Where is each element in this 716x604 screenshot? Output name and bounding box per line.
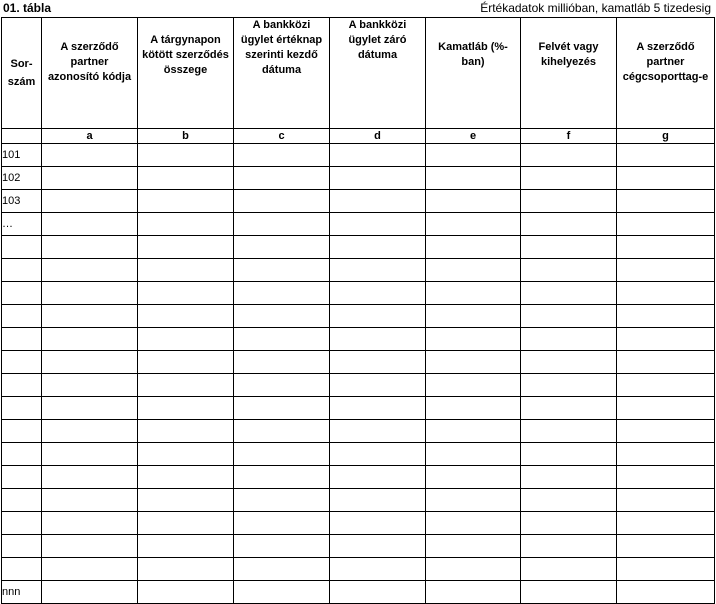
table-cell-d[interactable] [330, 558, 426, 581]
table-cell-d[interactable] [330, 420, 426, 443]
table-cell-b[interactable] [138, 144, 234, 167]
table-cell-f[interactable] [521, 420, 617, 443]
table-cell-f[interactable] [521, 190, 617, 213]
column-header-label: A tárgynapon kötött szerződés összege [142, 34, 229, 76]
column-header-label: Kamatláb (%-ban) [438, 41, 508, 68]
table-cell-e[interactable] [426, 374, 521, 397]
table-cell-a[interactable] [42, 558, 138, 581]
table-cell-c[interactable] [234, 236, 330, 259]
table-cell-d[interactable] [330, 374, 426, 397]
row-number [2, 420, 42, 443]
table-cell-e[interactable] [426, 190, 521, 213]
table-cell-a[interactable] [42, 374, 138, 397]
table-cell-a[interactable] [42, 535, 138, 558]
table-cell-d[interactable] [330, 282, 426, 305]
table-cell-d[interactable] [330, 397, 426, 420]
column-header-label: A bankközi ügylet záró dátuma [348, 19, 407, 61]
table-cell-c[interactable] [234, 351, 330, 374]
row-number [2, 236, 42, 259]
table-cell-e[interactable] [426, 558, 521, 581]
column-letter: g [617, 129, 715, 144]
table-cell-b[interactable] [138, 397, 234, 420]
table-cell-g[interactable] [617, 558, 715, 581]
column-letter: a [42, 129, 138, 144]
row-number: … [2, 213, 42, 236]
table-cell-c[interactable] [234, 167, 330, 190]
table-cell-a[interactable] [42, 443, 138, 466]
table-cell-f[interactable] [521, 512, 617, 535]
table-cell-g[interactable] [617, 144, 715, 167]
table-row [2, 443, 715, 466]
column-letter-row [2, 129, 715, 144]
table-cell-e[interactable] [426, 443, 521, 466]
column-header-a [42, 18, 138, 129]
table-cell-a[interactable] [42, 144, 138, 167]
table-cell-e[interactable] [426, 466, 521, 489]
table-row [2, 167, 715, 190]
table-cell-f[interactable] [521, 443, 617, 466]
column-header-c [234, 18, 330, 129]
table-cell-f[interactable] [521, 328, 617, 351]
table-row [2, 581, 715, 604]
table-cell-e[interactable] [426, 397, 521, 420]
table-cell-c[interactable] [234, 466, 330, 489]
table-row [2, 190, 715, 213]
row-number: 101 [2, 144, 42, 167]
table-cell-b[interactable] [138, 443, 234, 466]
table-cell-f[interactable] [521, 167, 617, 190]
table-cell-b[interactable] [138, 213, 234, 236]
table-cell-a[interactable] [42, 489, 138, 512]
table-cell-c[interactable] [234, 397, 330, 420]
table-cell-d[interactable] [330, 512, 426, 535]
column-letter: f [521, 129, 617, 144]
table-cell-d[interactable] [330, 190, 426, 213]
table-cell-g[interactable] [617, 466, 715, 489]
table-cell-c[interactable] [234, 420, 330, 443]
table-cell-b[interactable] [138, 466, 234, 489]
table-row [2, 374, 715, 397]
table-row [2, 328, 715, 351]
table-cell-c[interactable] [234, 443, 330, 466]
table-cell-a[interactable] [42, 213, 138, 236]
column-header-label: Sor- szám [7, 58, 36, 88]
table-row [2, 420, 715, 443]
table-cell-g[interactable] [617, 328, 715, 351]
column-header-row [2, 18, 715, 129]
table-cell-a[interactable] [42, 282, 138, 305]
column-letter [2, 129, 42, 144]
table-cell-d[interactable] [330, 581, 426, 604]
table-cell-b[interactable] [138, 328, 234, 351]
table-cell-g[interactable] [617, 535, 715, 558]
table-cell-g[interactable] [617, 236, 715, 259]
table-cell-f[interactable] [521, 282, 617, 305]
table-cell-g[interactable] [617, 374, 715, 397]
table-cell-e[interactable] [426, 581, 521, 604]
row-number [2, 466, 42, 489]
row-number [2, 535, 42, 558]
table-cell-a[interactable] [42, 512, 138, 535]
units-note: Értékadatok millióban, kamatláb 5 tizedesig [480, 1, 711, 15]
table-cell-c[interactable] [234, 282, 330, 305]
row-number [2, 558, 42, 581]
table-cell-g[interactable] [617, 190, 715, 213]
table-cell-e[interactable] [426, 535, 521, 558]
table-row [2, 351, 715, 374]
column-header-b [138, 18, 234, 129]
table-row [2, 282, 715, 305]
table-cell-g[interactable] [617, 512, 715, 535]
table-cell-d[interactable] [330, 236, 426, 259]
table-cell-f[interactable] [521, 466, 617, 489]
table-cell-a[interactable] [42, 167, 138, 190]
table-cell-a[interactable] [42, 351, 138, 374]
table-row [2, 558, 715, 581]
row-number [2, 351, 42, 374]
table-cell-c[interactable] [234, 144, 330, 167]
row-number: 103 [2, 190, 42, 213]
column-letter: c [234, 129, 330, 144]
table-cell-b[interactable] [138, 351, 234, 374]
table-row [2, 512, 715, 535]
table-cell-d[interactable] [330, 351, 426, 374]
table-row [2, 259, 715, 282]
table-cell-f[interactable] [521, 144, 617, 167]
row-number [2, 397, 42, 420]
table-cell-d[interactable] [330, 213, 426, 236]
row-number [2, 259, 42, 282]
table-cell-b[interactable] [138, 236, 234, 259]
table-cell-d[interactable] [330, 259, 426, 282]
table-cell-e[interactable] [426, 213, 521, 236]
table-cell-a[interactable] [42, 397, 138, 420]
table-body [2, 144, 715, 604]
column-header-g [617, 18, 715, 129]
table-cell-e[interactable] [426, 144, 521, 167]
table-cell-d[interactable] [330, 305, 426, 328]
table-cell-a[interactable] [42, 259, 138, 282]
table-header-bar [0, 0, 716, 17]
table-cell-f[interactable] [521, 581, 617, 604]
table-cell-b[interactable] [138, 167, 234, 190]
table-row [2, 305, 715, 328]
table-cell-g[interactable] [617, 259, 715, 282]
table-cell-c[interactable] [234, 213, 330, 236]
table-cell-g[interactable] [617, 167, 715, 190]
table-cell-d[interactable] [330, 443, 426, 466]
table-cell-g[interactable] [617, 282, 715, 305]
table-cell-c[interactable] [234, 374, 330, 397]
table-cell-b[interactable] [138, 374, 234, 397]
table-cell-f[interactable] [521, 374, 617, 397]
table-row [2, 397, 715, 420]
table-cell-b[interactable] [138, 512, 234, 535]
row-number [2, 328, 42, 351]
table-cell-c[interactable] [234, 581, 330, 604]
table-cell-f[interactable] [521, 558, 617, 581]
table-cell-g[interactable] [617, 351, 715, 374]
table-cell-e[interactable] [426, 512, 521, 535]
table-cell-a[interactable] [42, 466, 138, 489]
table-row [2, 535, 715, 558]
table-cell-b[interactable] [138, 489, 234, 512]
table-row [2, 489, 715, 512]
table-cell-g[interactable] [617, 489, 715, 512]
table-cell-c[interactable] [234, 512, 330, 535]
table-cell-e[interactable] [426, 351, 521, 374]
table-cell-e[interactable] [426, 420, 521, 443]
column-header-sorszam [2, 18, 42, 129]
table-cell-e[interactable] [426, 236, 521, 259]
table-cell-f[interactable] [521, 259, 617, 282]
table-cell-g[interactable] [617, 443, 715, 466]
table-cell-b[interactable] [138, 420, 234, 443]
column-header-label: A szerződő partner azonosító kódja [47, 41, 132, 83]
column-header-e [426, 18, 521, 129]
table-cell-e[interactable] [426, 259, 521, 282]
table-cell-c[interactable] [234, 489, 330, 512]
table-cell-g[interactable] [617, 397, 715, 420]
table-cell-b[interactable] [138, 259, 234, 282]
table-cell-f[interactable] [521, 397, 617, 420]
table-cell-e[interactable] [426, 282, 521, 305]
table-cell-c[interactable] [234, 535, 330, 558]
table-cell-b[interactable] [138, 535, 234, 558]
table-cell-e[interactable] [426, 489, 521, 512]
table-row [2, 213, 715, 236]
table-cell-e[interactable] [426, 167, 521, 190]
column-header-label: Felvét vagy kihelyezés [538, 41, 599, 68]
table-cell-e[interactable] [426, 305, 521, 328]
table-cell-b[interactable] [138, 305, 234, 328]
table-cell-a[interactable] [42, 420, 138, 443]
table-cell-a[interactable] [42, 236, 138, 259]
table-cell-d[interactable] [330, 489, 426, 512]
table-cell-d[interactable] [330, 535, 426, 558]
table-cell-c[interactable] [234, 305, 330, 328]
table-cell-b[interactable] [138, 558, 234, 581]
table-cell-b[interactable] [138, 282, 234, 305]
data-table [1, 17, 715, 604]
column-header-label: A bankközi ügylet értéknap szerinti kezdő dátuma [240, 19, 323, 76]
table-cell-f[interactable] [521, 213, 617, 236]
column-header-label: A szerződő partner cégcsoporttag-e [622, 41, 709, 83]
table-cell-c[interactable] [234, 190, 330, 213]
table-cell-d[interactable] [330, 328, 426, 351]
column-header-d [330, 18, 426, 129]
table-cell-d[interactable] [330, 167, 426, 190]
table-cell-e[interactable] [426, 328, 521, 351]
row-number [2, 282, 42, 305]
table-cell-a[interactable] [42, 190, 138, 213]
row-number: nnn [2, 581, 42, 604]
table-cell-f[interactable] [521, 236, 617, 259]
row-number [2, 374, 42, 397]
table-cell-a[interactable] [42, 328, 138, 351]
table-cell-f[interactable] [521, 535, 617, 558]
row-number [2, 305, 42, 328]
table-cell-a[interactable] [42, 305, 138, 328]
table-cell-c[interactable] [234, 259, 330, 282]
row-number [2, 489, 42, 512]
table-row [2, 236, 715, 259]
row-number [2, 512, 42, 535]
table-cell-c[interactable] [234, 328, 330, 351]
table-cell-a[interactable] [42, 581, 138, 604]
column-letter: e [426, 129, 521, 144]
table-cell-f[interactable] [521, 305, 617, 328]
table-cell-f[interactable] [521, 489, 617, 512]
table-cell-c[interactable] [234, 558, 330, 581]
row-number: 102 [2, 167, 42, 190]
table-title: 01. tábla [3, 1, 52, 15]
column-header-f [521, 18, 617, 129]
table-row [2, 144, 715, 167]
table-cell-b[interactable] [138, 190, 234, 213]
table-cell-g[interactable] [617, 581, 715, 604]
table-cell-d[interactable] [330, 144, 426, 167]
table-cell-g[interactable] [617, 420, 715, 443]
table-cell-b[interactable] [138, 581, 234, 604]
table-row [2, 466, 715, 489]
table-cell-g[interactable] [617, 213, 715, 236]
table-cell-f[interactable] [521, 351, 617, 374]
row-number [2, 443, 42, 466]
column-letter: b [138, 129, 234, 144]
column-letter: d [330, 129, 426, 144]
table-cell-d[interactable] [330, 466, 426, 489]
table-cell-g[interactable] [617, 305, 715, 328]
